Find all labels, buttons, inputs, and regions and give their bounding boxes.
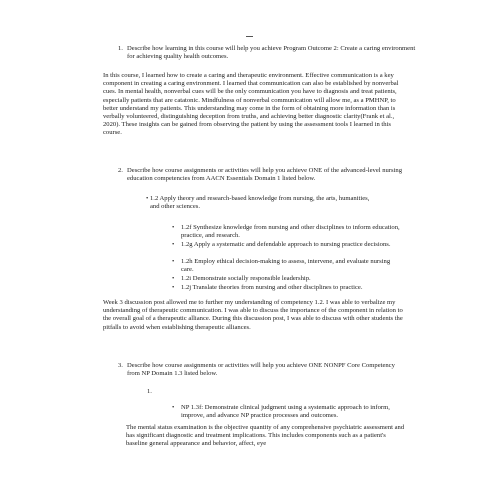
sub-bullet-item — [172, 224, 402, 240]
competency-bullet — [146, 195, 376, 211]
answer-2-paragraph: Week 3 discussion post allowed me to further my understanding of competency 1.2. I was able to verbalize my understanding of therapeutic communication. I was able to discuss the importance of the component in relation to the overall goal of a therapeutic alliance. During this discussion post, I was able to discuss with other students the pitfalls to avoid when establishing therapeutic alliances. — [103, 299, 403, 331]
sub-bullet-text: 1.2i Demonstrate socially responsible leadership. — [181, 275, 311, 282]
np-competency-bullet — [172, 404, 404, 420]
sub-bullet-item — [172, 275, 412, 283]
question-2 — [118, 167, 416, 183]
bullet-icon: • — [172, 258, 175, 265]
page-top-mark — [246, 36, 253, 37]
question-2-number: 2. — [118, 167, 123, 174]
sub-bullet-item — [172, 241, 402, 249]
sub-bullet-item — [172, 258, 402, 274]
sub-bullet-text: 1.2h Employ ethical decision-making to assess, intervene, and evaluate nursing care. — [181, 258, 391, 274]
bullet-icon: • — [172, 404, 175, 411]
question-1 — [118, 45, 418, 61]
sub-bullet-item — [172, 284, 422, 292]
answer-3-paragraph: The mental status examination is the objective quantity of any comprehensive psychiatric assessment and has significant diagnostic and treatment implications. This includes components such as a patient's baseline general appearance and behavior, affect, eye — [126, 424, 405, 448]
bullet-icon: • — [172, 241, 175, 248]
sub-bullet-text: 1.2j Translate theories from nursing and other disciplines to practice. — [181, 284, 363, 291]
question-3-text: Describe how course assignments or activities will help you achieve ONE NONPF Core Competency from NP Domain 1.3 listed below. — [127, 362, 395, 378]
bullet-icon: • — [172, 224, 175, 231]
answer-1-paragraph: In this course, I learned how to create a caring and therapeutic environment. Effective communication is a key component in creating a caring environment. I learned that communication can also be established by nonverbal cues. In mental health, nonverbal cues will be the only communication you have to diagnosis and treat patients, especially patients that are catatonic. Mindfulness of nonverbal communication will allow me, as a PMHNP, to better understand my patients. This understanding may come in the form of obtaining more information than is verbally volunteered, distinguishing deception from truths, and achieving better diagnostic clarity(Frank et al., 2020). These insights can be gained from observing the patient by using the assessment tools I learned in this course. — [103, 72, 399, 137]
bullet-icon: • — [172, 284, 175, 291]
np-competency-text: NP 1.3f: Demonstrate clinical judgment using a systematic approach to inform, improve, and advance NP practice processes and outcomes. — [181, 404, 390, 420]
question-1-number: 1. — [118, 45, 123, 52]
question-3-sub-number: 1. — [147, 388, 152, 395]
competency-bullet-text: 1.2 Apply theory and research-based knowledge from nursing, the arts, humanities, and other sciences. — [150, 195, 370, 211]
sub-bullet-text: 1.2f Synthesize knowledge from nursing and other disciplines to inform education, practice, and research. — [181, 224, 400, 240]
bullet-icon: • — [146, 195, 149, 202]
sub-bullet-text: 1.2g Apply a systematic and defendable approach to nursing practice decisions. — [181, 241, 391, 248]
question-2-text: Describe how course assignments or activities will help you achieve ONE of the advanced-level nursing education competencies from AACN Essentials Domain 1 listed below. — [127, 167, 403, 183]
bullet-icon: • — [172, 275, 175, 282]
question-3 — [118, 362, 408, 378]
question-1-text: Describe how learning in this course will help you achieve Program Outcome 2: Create a caring environment for achieving quality health outcomes. — [127, 45, 416, 61]
question-3-number: 3. — [118, 362, 123, 369]
